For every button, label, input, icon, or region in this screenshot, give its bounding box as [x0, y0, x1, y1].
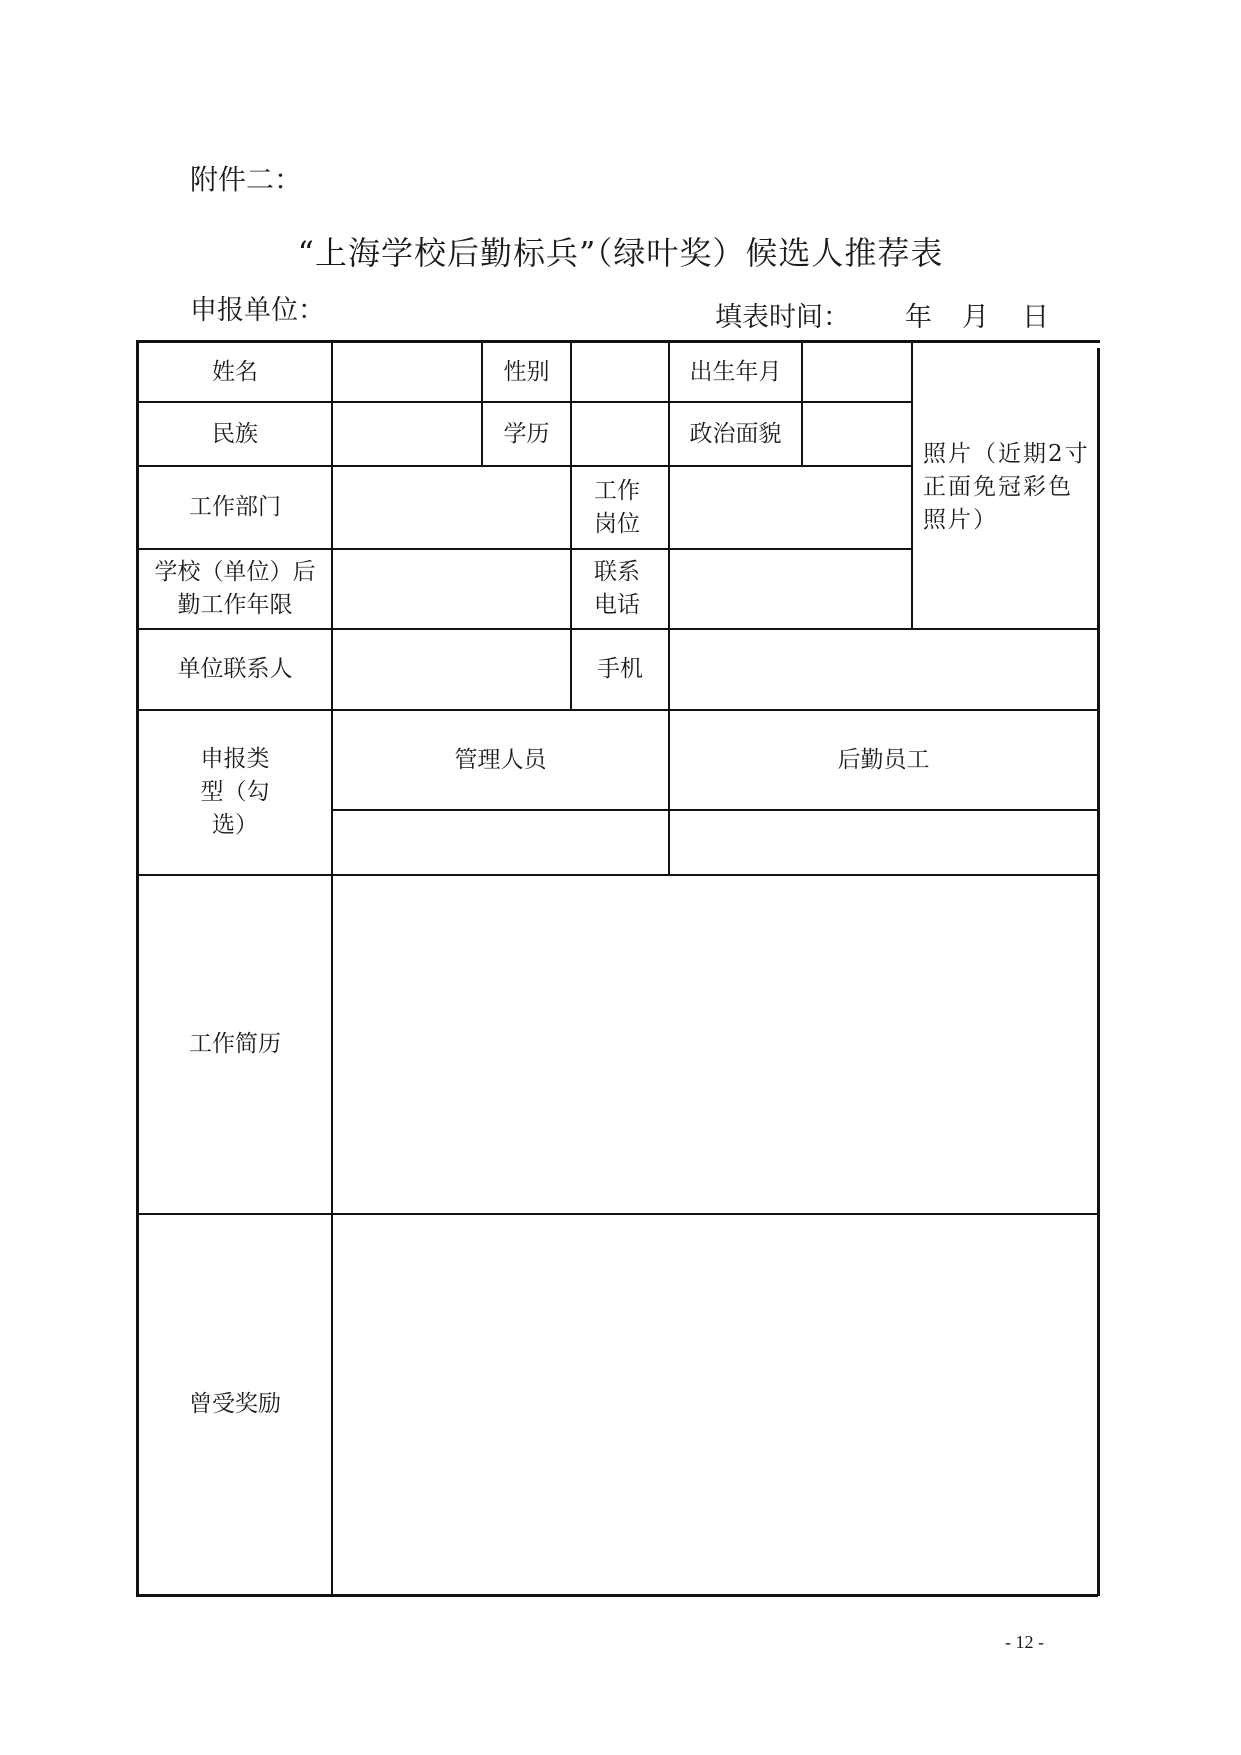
work-years-field[interactable] [333, 550, 570, 628]
table-border-bottom [136, 1594, 1098, 1597]
phone-field[interactable] [670, 550, 911, 628]
work-years-label: 学校（单位）后勤工作年限 [154, 559, 316, 618]
table-border-right [1097, 348, 1100, 1596]
date-label: 填表时间： [715, 302, 850, 333]
ethnicity-field[interactable] [333, 403, 481, 465]
political-status-label: 政治面貌 [689, 420, 782, 447]
staff-checkbox[interactable] [670, 811, 1097, 874]
manager-option-label: 管理人员 [454, 746, 547, 773]
position-field[interactable] [670, 467, 911, 548]
education-label: 学历 [503, 420, 550, 447]
name-field[interactable] [333, 343, 481, 401]
page-title: “上海学校后勤标兵”（绿叶奖）候选人推荐表 [297, 234, 944, 272]
apply-type-label: 申报类型（勾选） [200, 746, 270, 838]
manager-checkbox[interactable] [333, 811, 668, 874]
ethnicity-label: 民族 [212, 420, 258, 447]
department-field[interactable] [333, 467, 570, 548]
awards-field[interactable] [333, 1215, 1097, 1594]
political-status-field[interactable] [803, 403, 911, 465]
education-field[interactable] [572, 403, 668, 465]
staff-option-label: 后勤员工 [837, 746, 930, 773]
date-month-label: 月 [962, 302, 989, 333]
position-label: 工作岗位 [594, 477, 640, 537]
birth-field[interactable] [803, 343, 911, 401]
gender-label: 性别 [503, 358, 550, 385]
resume-label: 工作简历 [189, 1031, 281, 1057]
date-day-label: 日 [1022, 302, 1049, 333]
contact-person-label: 单位联系人 [177, 656, 293, 682]
attachment-label: 附件二： [190, 163, 303, 196]
contact-person-field[interactable] [333, 630, 570, 709]
page-number: - 12 - [1005, 1632, 1044, 1652]
birth-label: 出生年月 [689, 358, 782, 385]
photo-placeholder[interactable]: 照片（近期2寸正面免冠彩色照片） [923, 441, 1090, 533]
name-label: 姓名 [212, 358, 258, 385]
resume-field[interactable] [333, 876, 1097, 1213]
mobile-field[interactable] [670, 630, 1097, 709]
phone-label: 联系电话 [594, 559, 640, 618]
date-year-label: 年 [905, 302, 932, 333]
gender-field[interactable] [572, 343, 668, 401]
unit-label: 申报单位： [190, 295, 325, 326]
awards-label: 曾受奖励 [189, 1391, 281, 1417]
department-label: 工作部门 [189, 494, 281, 520]
mobile-label: 手机 [597, 656, 643, 682]
